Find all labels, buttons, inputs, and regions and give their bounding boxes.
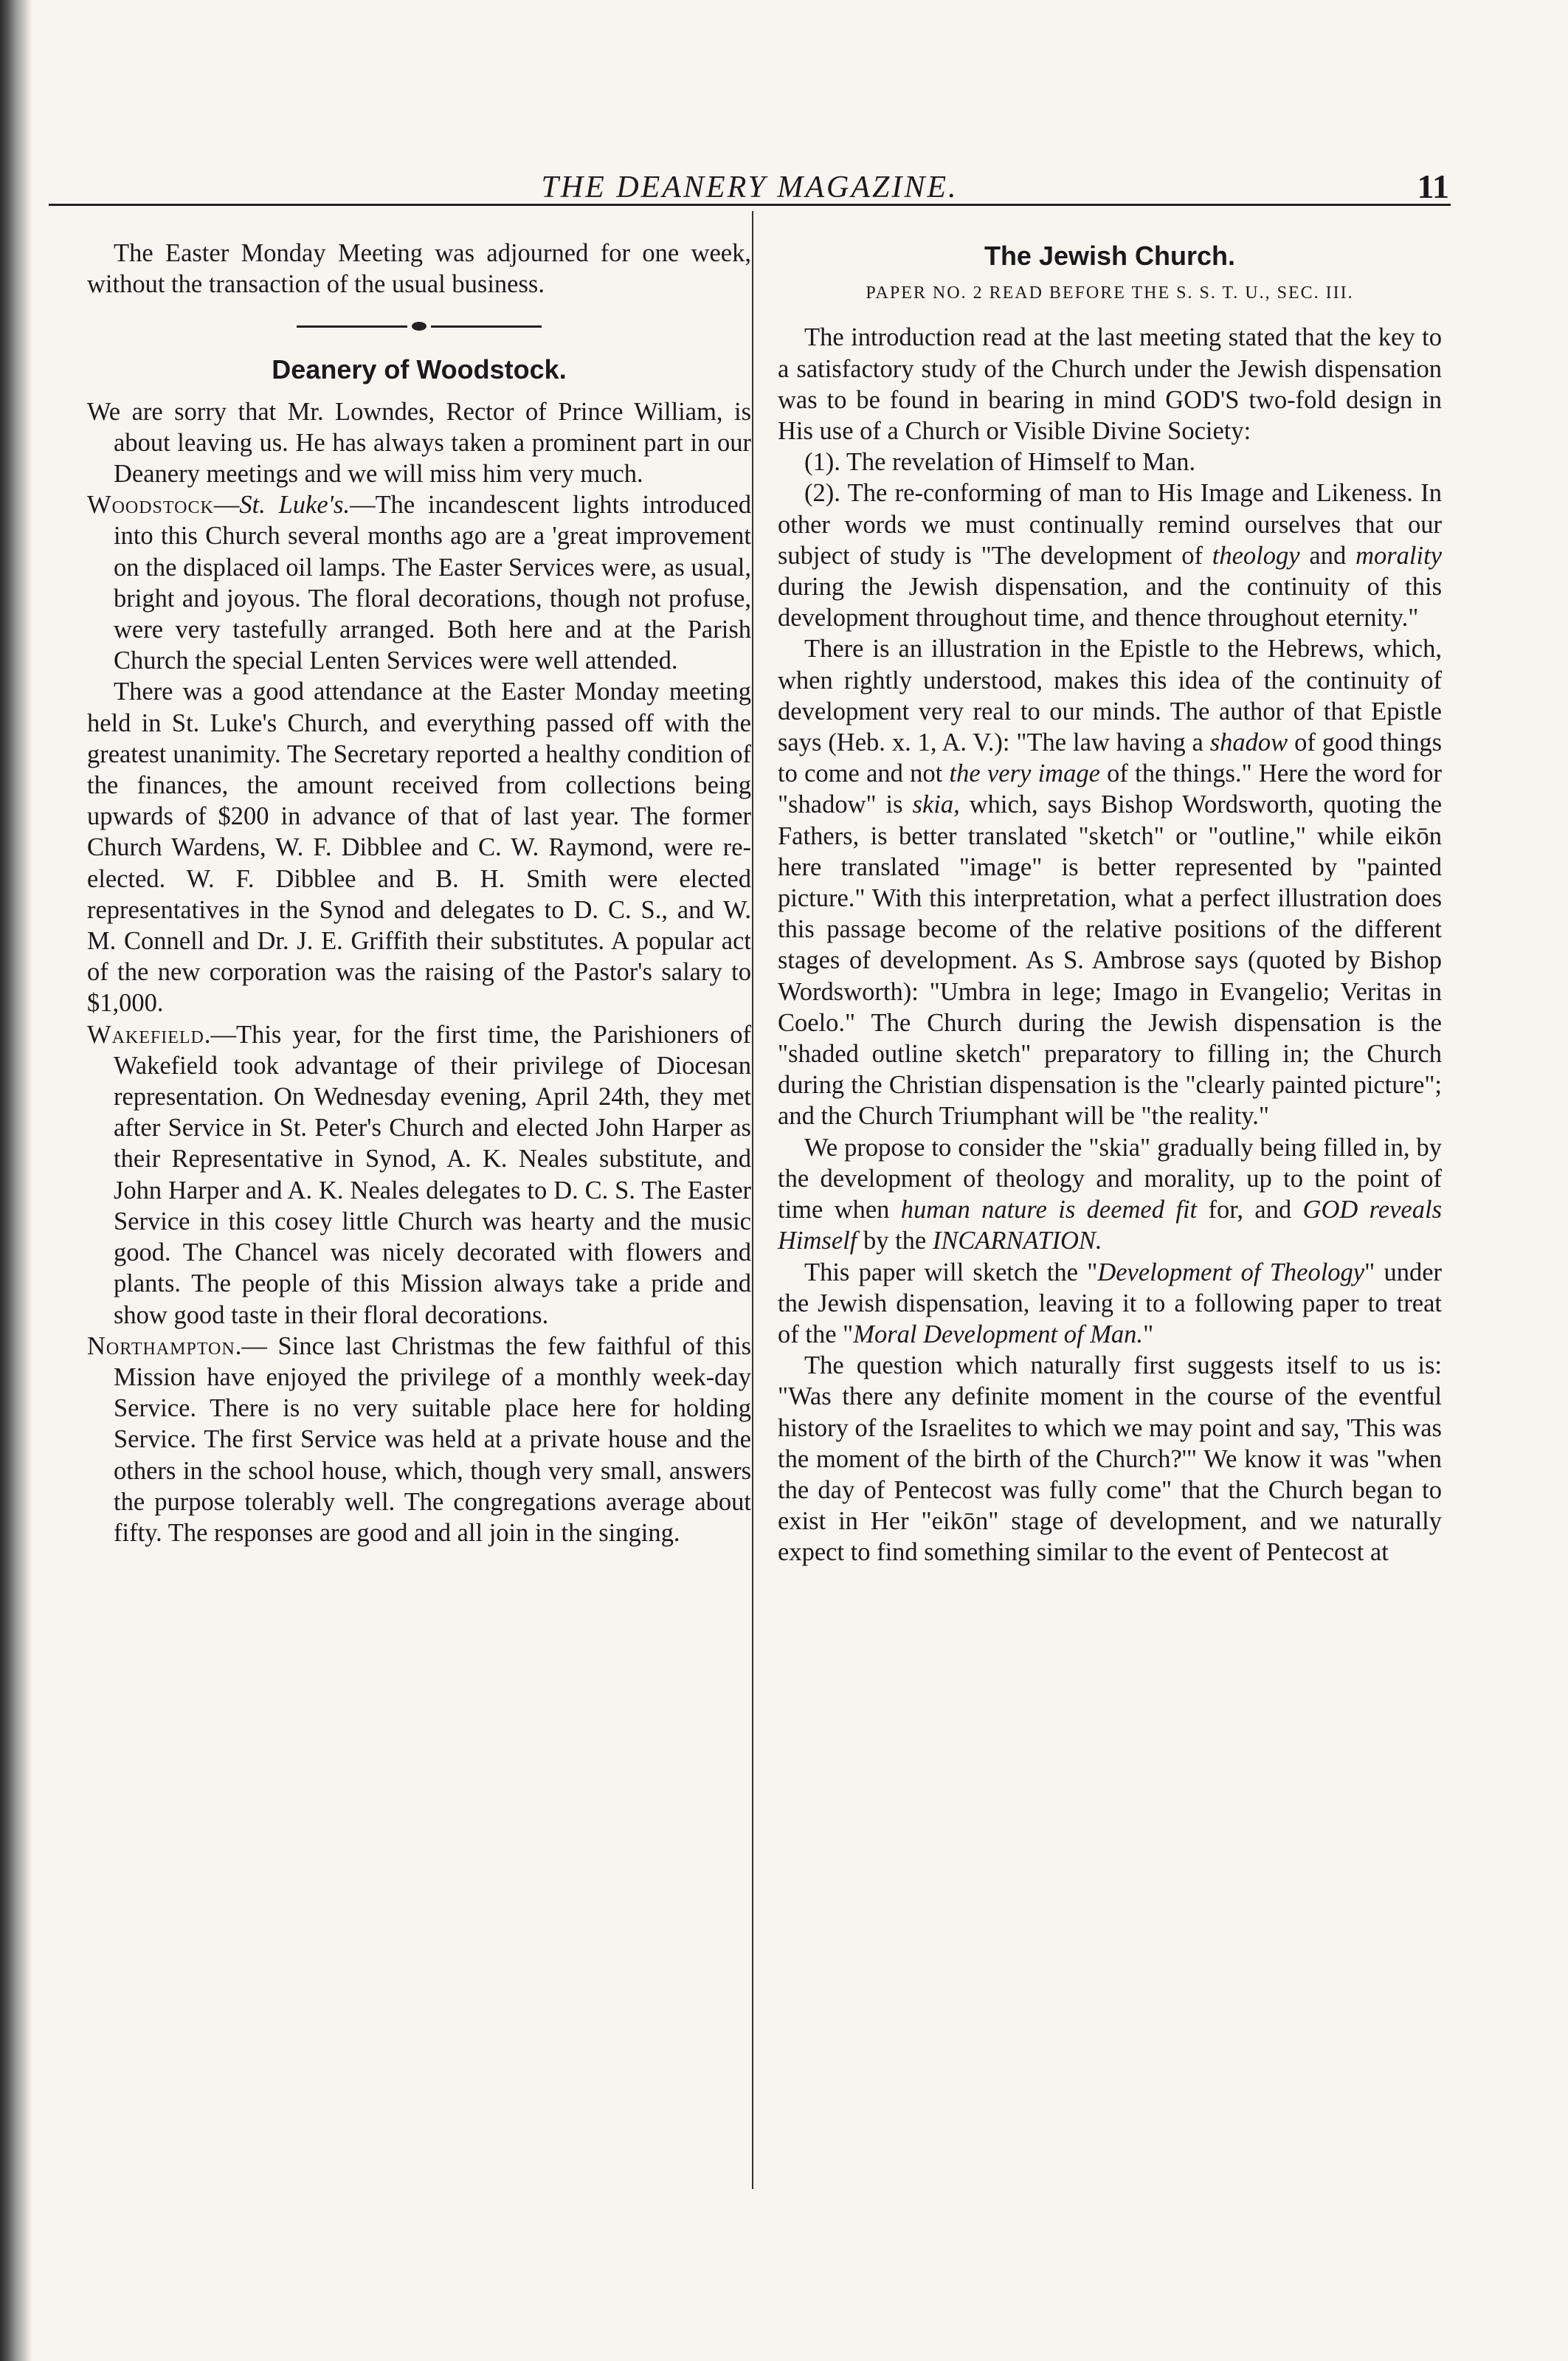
page-binding-shadow bbox=[0, 0, 32, 2361]
paragraph-hebrews bbox=[778, 633, 1442, 1131]
text: which, says Bishop Wordsworth, quoting the Fathers, is better translated "sketch" or "outline," while eikōn here translated "image" is better represented by "painted picture." With this interpretation, what a perfect illustration does this passage become of the relative positions of the different stages of development. As S. Ambrose says (quoted by Bishop Wordsworth): "Umbra in lege; Imago in Evangelio; Veritas in Coelo." The Church during the Jewish dispensation is the "shaded outline sketch" preparatory to filling in; the Church during the Christian dispensation is the "clearly painted picture"; and the Church Triumphant will be "the reality." bbox=[778, 790, 1443, 1131]
running-header bbox=[49, 152, 1451, 206]
place-woodstock: Woodstock bbox=[87, 491, 214, 520]
text: for, and bbox=[1208, 1196, 1292, 1224]
text-columns bbox=[49, 211, 1451, 2351]
paragraph-northampton bbox=[87, 1331, 751, 1548]
text: There is an illustration in the Epistle to the Hebrews, which, when rightly understood, makes this idea of the continuity of development very real to our minds. The author of that Epistle says (Heb. x. 1, A. V.): "The law having a bbox=[778, 635, 1442, 757]
paragraph-lowndes: We are sorry that Mr. Lowndes, Rector of Prince William, is about leaving us. He has always taken a prominent part in our Deanery meetings and we will miss him very much. bbox=[87, 397, 751, 489]
church-st-lukes: St. Luke's. bbox=[239, 491, 350, 520]
ornament-line-right bbox=[431, 325, 542, 328]
intro-paragraph: The Easter Monday Meeting was adjourned for one week, without the transaction of the usual business. bbox=[87, 239, 751, 299]
paragraph-point-2 bbox=[778, 478, 1442, 633]
ornament-center bbox=[412, 322, 426, 331]
emphasis: theology bbox=[1212, 541, 1300, 570]
column-divider bbox=[752, 211, 753, 2189]
emphasis: Moral Development of Man. bbox=[853, 1320, 1144, 1348]
emphasis: the very image bbox=[949, 759, 1100, 788]
paragraph-introduction: The introduction read at the last meeting stated that the key to a satisfactory study of the Church under the Jewish dispensation was to be found in bearing in mind GOD'S two-fold design in His use of a Church or Visible Divine Society: bbox=[778, 323, 1442, 446]
text: of good things to come and not bbox=[778, 728, 1442, 788]
paragraph-sketch bbox=[778, 1257, 1442, 1351]
text: (2). The re-conforming of man to His Image and Likeness. In other words we must continually remind ourselves that our subject of study is "The development of bbox=[778, 479, 1442, 570]
emphasis: shadow bbox=[1209, 728, 1288, 757]
article-heading: The Jewish Church. bbox=[984, 241, 1236, 271]
emphasis: human nature is deemed fit bbox=[900, 1196, 1198, 1224]
left-column bbox=[87, 238, 751, 1548]
emphasis: GOD reveals Himself bbox=[778, 1196, 1442, 1255]
emphasis: skia, bbox=[912, 790, 960, 819]
paragraph-wakefield bbox=[87, 1019, 751, 1331]
text: We propose to consider the "skia" gradually being filled in, by the development of theology and morality, up to the point of time when bbox=[778, 1133, 1442, 1224]
paragraph-easter-meeting: There was a good attendance at the Easter Monday meeting held in St. Luke's Church, and everything passed off with the greatest unanimity. The Secretary reported a healthy condition of the finances, the amount received from collections being upwards of $200 in advance of that of last year. The former Church Wardens, W. F. Dibblee and C. W. Raymond, were re-elected. W. F. Dibblee and B. H. Smith were elected representatives in the Synod and delegates to D. C. S., and W. M. Connell and Dr. J. E. Griffith their substitutes. A popular act of the new corporation was the raising of the Pastor's salary to $1,000. bbox=[87, 678, 751, 1018]
magazine-page bbox=[49, 152, 1451, 1567]
right-column bbox=[778, 238, 1442, 1568]
text: " under the Jewish dispensation, leaving it to a following paper to treat of the " bbox=[778, 1258, 1442, 1348]
place-wakefield: Wakefield bbox=[87, 1020, 204, 1049]
place-northampton: Northampton bbox=[87, 1331, 235, 1360]
section-ornament bbox=[87, 306, 751, 347]
wakefield-body: .—This year, for the first time, the Parishioners of Wakefield took advantage of their privilege of Diocesan representation. On Wednesday evening, April 24th, they met after Service in St. Peter's Church and elected John Harper as their Representative in Synod, A. K. Neales substitute, and John Harper and A. K. Neales delegates to D. C. S. The Easter Service in this cosey little Church was hearty and the music good. The Chancel was nicely decorated with flowers and plants. The people of this Mission always take a pride and show good taste in their floral decorations. bbox=[114, 1020, 751, 1329]
text: " bbox=[1143, 1320, 1154, 1348]
emphasis: morality bbox=[1355, 541, 1443, 570]
text: during the Jewish dispensation, and the continuity of this development throughout time, and thence throughout eternity." bbox=[778, 573, 1442, 633]
paragraph-skia bbox=[778, 1132, 1442, 1257]
dash: — bbox=[213, 491, 240, 520]
emphasis: INCARNATION. bbox=[932, 1227, 1102, 1255]
page-number: 11 bbox=[1417, 168, 1449, 205]
northampton-body: .— Since last Christmas the few faithful of this Mission have enjoyed the privilege of a monthly week-day Service. There is no very suitable place here for holding Service. The first Service was held at a private house and the others in the school house, which, though very small, answers the purpose tolerably well. The congregations average about fifty. The responses are good and all join in the singing. bbox=[114, 1331, 751, 1547]
text: by the bbox=[863, 1227, 927, 1255]
woodstock-body: —The incandescent lights introduced into this Church several months ago are a 'great improvement on the displaced oil lamps. The Easter Services were, as usual, bright and joyous. The floral decorations, though not profuse, were very tastefully arranged. Both here and at the Parish Church the special Lenten Services were well attended. bbox=[114, 491, 752, 675]
paragraph-point-1: (1). The revelation of Himself to Man. bbox=[804, 448, 1196, 477]
text: of the things." Here the word for "shadow" is bbox=[778, 759, 1443, 819]
paragraph-question: The question which naturally first suggests itself to us is: "Was there any definite moment in the course of the eventful history of the Israelites to which we may point and say, 'This was the moment of the birth of the Church?'" We know it was "when the day of Pentecost was fully come" that the Church began to exist in Her "eikōn" stage of development, and we naturally expect to find something similar to the event of Pentecost at bbox=[778, 1351, 1442, 1567]
text: and bbox=[1309, 541, 1347, 570]
emphasis: Development of Theology bbox=[1097, 1258, 1365, 1286]
paragraph-woodstock bbox=[87, 489, 751, 676]
article-subheading: PAPER NO. 2 READ BEFORE THE S. S. T. U., SEC. III. bbox=[866, 283, 1354, 303]
ornament-line-left bbox=[297, 325, 407, 328]
section-heading: Deanery of Woodstock. bbox=[272, 354, 567, 385]
magazine-title: THE DEANERY MAGAZINE. bbox=[541, 170, 959, 204]
text: This paper will sketch the " bbox=[804, 1258, 1098, 1286]
